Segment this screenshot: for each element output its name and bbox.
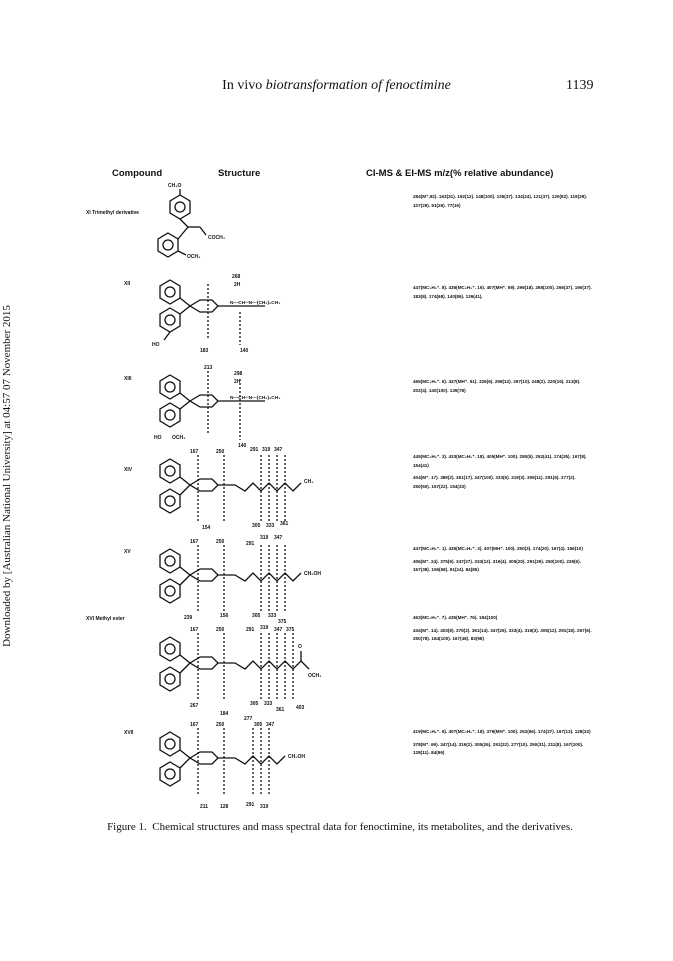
structure-label: 140: [238, 443, 247, 449]
structure-label: 333: [266, 523, 275, 529]
ms-line: 447(MC₃H₅⁺. 8). 435(MC₂H₅⁺. 16). 407(MH⁺. 59). 296(18). 268(100). 266(37). 190(37). 183(8). 174(68). 140(86). 139(41).: [413, 285, 592, 299]
structure-label: 375: [278, 619, 287, 625]
structure-label: 250: [216, 449, 225, 455]
compound-label-xv: XV: [124, 549, 131, 555]
structure-label: O: [298, 644, 302, 650]
structure-xiv: [160, 447, 314, 531]
structure-label: 167: [190, 627, 199, 633]
structure-label: HO: [152, 342, 160, 348]
compound-label-xiv: XIV: [124, 467, 133, 473]
structure-label: 347: [274, 627, 283, 633]
ms-line: 463(MC₂H₅⁺. 7). 435(MH⁺. 76). 184(100): [413, 615, 498, 620]
structure-label: 211: [200, 804, 209, 810]
structure-label: N—CH═N—(CH₂)₅CH₃: [230, 396, 281, 401]
structure-label: 2H: [234, 379, 241, 385]
structure-label: HO: [154, 435, 162, 441]
page-number: 1139: [566, 78, 594, 93]
structure-label: 250: [216, 627, 225, 633]
compound-label-xii: XII: [124, 281, 131, 287]
structure-xvi: [160, 625, 322, 717]
structure-label: 305: [250, 701, 259, 707]
structure-label: 347: [274, 535, 283, 541]
structure-label: N—CH═N—(CH₂)₅CH₃: [230, 301, 281, 306]
structure-xi: [158, 183, 226, 260]
structure-label: 2H: [234, 282, 241, 288]
structure-label: 183: [200, 348, 209, 354]
ms-line: 465(MC₃H₅⁺. 6). 437(MH⁺. 61). 326(6). 298(12). 297(10). 248(2). 220(16). 213(8). 202(4). 140(100). 139(78): [413, 379, 581, 393]
structure-label: 333: [268, 613, 277, 619]
compound-label-xi: XI Trimethyl derivative: [86, 210, 140, 216]
structure-label: 375: [286, 627, 295, 633]
structure-label: 277: [244, 716, 253, 722]
structure-label: 305: [252, 523, 261, 529]
structure-label: CH₃: [304, 479, 314, 485]
figure-caption-label: Figure 1.: [107, 821, 147, 833]
structure-label: 239: [184, 615, 193, 621]
ms-data-xiii: [413, 378, 593, 399]
ms-line: 378(M⁺. 69). 347(14). 319(2). 305(26). 291(22). 277(10). 250(31). 211(8). 167(100). 128(11). 84(96): [413, 741, 584, 755]
structure-label: 305: [252, 613, 261, 619]
structure-label: 267: [190, 703, 199, 709]
structure-label: 298: [234, 371, 243, 377]
structure-label: 167: [190, 539, 199, 545]
structure-label: 291: [246, 627, 255, 633]
running-head-prefix: In vivo: [222, 78, 266, 93]
compound-label-xiii: XIII: [124, 376, 132, 382]
running-head-italic: biotransformation of fenoctimine: [265, 78, 451, 93]
structure-label: 291: [250, 447, 259, 453]
download-watermark: Downloaded by [Australian National University] at 04:57 07 November 2015: [1, 305, 13, 647]
structure-xiii: [154, 365, 280, 449]
structure-label: 167: [190, 722, 199, 728]
structure-label: 333: [264, 701, 273, 707]
structure-label: 361: [276, 707, 285, 713]
structure-drawings: [140, 175, 400, 815]
structure-label: 291: [246, 802, 255, 808]
column-header-ms: CI-MS & EI-MS m/z(% relative abundance): [366, 168, 554, 179]
figure-caption: [85, 820, 595, 834]
structure-label: 250: [216, 722, 225, 728]
structure-xv: [160, 535, 321, 625]
structure-label: 154: [202, 525, 211, 531]
structure-label: 291: [246, 541, 255, 547]
structure-label: OCH₃: [308, 673, 322, 679]
structure-label: 347: [266, 722, 275, 728]
structure-label: CH₂OH: [288, 754, 305, 760]
ms-line: 284(M⁺,92). 163(31). 162(12). 148(100). 135(37). 134(24). 121(37). 120(83). 119(29). 107(29). 91(26). 77(16): [413, 194, 588, 208]
structure-label: 319: [260, 804, 269, 810]
ms-line: 419(MC₃H₅⁺. 8). 407(MC₂H₅⁺. 18). 379(MH⁺. 100). 252(66). 174(37). 167(13). 128(32): [413, 729, 591, 734]
structure-label: CH₂OH: [304, 571, 321, 577]
ms-line: 445(MC₃H₅⁺. 3). 433(MC₂H₅⁺. 18). 405(MH⁺. 100). 280(5). 252(41). 174(35). 167(8). 154(41): [413, 454, 587, 468]
structure-label: 140: [240, 348, 249, 354]
ms-data-xii: [413, 284, 593, 305]
figure-caption-text: Chemical structures and mass spectral data for fenoctimine, its metabolites, and the derivatives.: [152, 821, 573, 833]
structure-xii: [152, 274, 280, 354]
ms-data-xiv: [413, 453, 593, 495]
structure-label: 128: [220, 804, 229, 810]
structure-label: 184: [220, 711, 229, 717]
column-header-compound: Compound: [112, 168, 163, 179]
structure-label: 319: [260, 535, 269, 541]
structure-label: 361: [280, 521, 289, 527]
structure-label: 347: [274, 447, 283, 453]
ms-data-xi: [413, 193, 593, 214]
ms-data-xv: [413, 545, 593, 579]
structure-label: OCH₃: [187, 254, 201, 260]
column-header-structure: Structure: [218, 168, 261, 179]
structure-label: 156: [220, 613, 229, 619]
structure-label: OCH₃: [172, 435, 186, 441]
ms-line: 404(M⁺. 17). 389(2). 361(17). 347(100). 333(6). 319(3). 305(11). 291(6). 277(2). 250(50). 167(22). 154(33): [413, 475, 576, 489]
compound-label-xvi: XVI Methyl ester: [86, 616, 125, 622]
ms-data-xvii: [413, 728, 593, 762]
structure-label: CH₃O: [168, 183, 182, 189]
structure-label: 167: [190, 449, 199, 455]
ms-line: 406(M⁺. 24). 375(9). 347(27). 333(12). 319(4). 305(20). 291(29). 250(100). 239(6). 167(38). 156(68). 91(24). 84(85): [413, 558, 581, 572]
compound-label-xvii: XVII: [124, 730, 134, 736]
structure-label: 319: [260, 625, 269, 631]
structure-label: 268: [232, 274, 241, 280]
structure-label: 305: [254, 722, 263, 728]
structure-label: 403: [296, 705, 305, 711]
structure-label: 319: [262, 447, 271, 453]
ms-line: 434(M⁺. 14). 403(8). 375(2). 361(14). 347(26). 333(4). 319(3). 305(12). 291(18). 267(6). 250(78). 184(100). 167(48). 83(98): [413, 627, 592, 641]
ms-data-xvi: [413, 614, 593, 648]
structure-label: 213: [204, 365, 213, 371]
structure-xvii: [160, 716, 305, 810]
ms-line: 447(MC₃H₅⁺. 1). 435(MC₂H₅⁺. 3). 407(MH⁺. 100). 250(3). 174(20). 167(4). 156(10): [413, 546, 583, 551]
structure-label: 250: [216, 539, 225, 545]
structure-label: COCH₃: [208, 235, 226, 241]
